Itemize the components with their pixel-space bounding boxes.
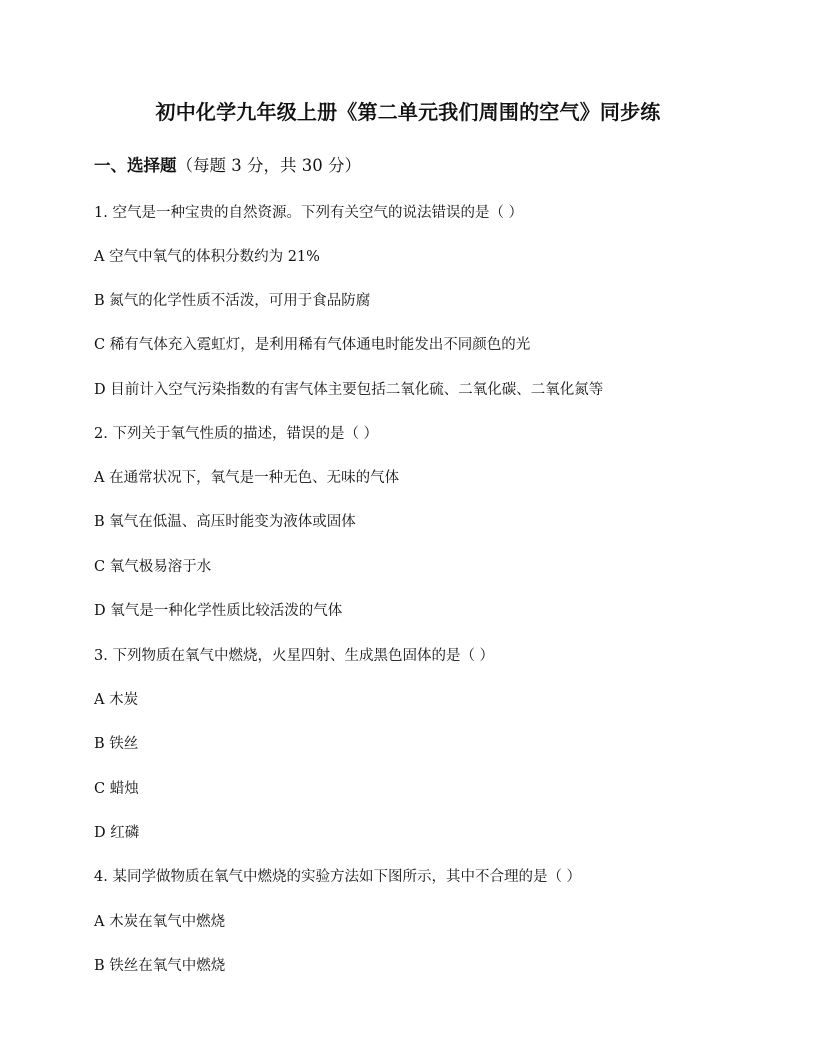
option-2d: D 氧气是一种化学性质比较活泼的气体	[94, 603, 343, 619]
option-2b: B 氧气在低温、高压时能变为液体或固体	[94, 514, 356, 530]
option-1c: C 稀有气体充入霓虹灯，是利用稀有气体通电时能发出不同颜色的光	[94, 337, 531, 353]
option-2c: C 氧气极易溶于水	[94, 559, 212, 575]
question-4: 4. 某同学做物质在氧气中燃烧的实验方法如下图所示，其中不合理的是（ ）	[94, 869, 582, 885]
option-1a: A 空气中氧气的体积分数约为 21%	[94, 249, 320, 265]
option-4a: A 木炭在氧气中燃烧	[94, 914, 226, 930]
option-3b: B 铁丝	[94, 736, 139, 752]
section-heading-label: 一、选择题	[94, 156, 177, 175]
section-heading	[94, 152, 361, 176]
option-1b: B 氮气的化学性质不活泼，可用于食品防腐	[94, 293, 371, 309]
option-3c: C 蜡烛	[94, 781, 139, 797]
question-2: 2. 下列关于氧气性质的描述，错误的是（ ）	[94, 426, 379, 442]
option-3a: A 木炭	[94, 692, 139, 708]
option-4b: B 铁丝在氧气中燃烧	[94, 958, 226, 974]
question-1: 1. 空气是一种宝贵的自然资源。下列有关空气的说法错误的是（ ）	[94, 205, 524, 221]
section-heading-note: （每题 3 分，共 30 分）	[176, 156, 361, 175]
option-3d: D 红磷	[94, 825, 140, 841]
document-title: 初中化学九年级上册《第二单元我们周围的空气》同步练	[155, 100, 661, 124]
question-3: 3. 下列物质在氧气中燃烧，火星四射、生成黑色固体的是（ ）	[94, 648, 495, 664]
option-1d: D 目前计入空气污染指数的有害气体主要包括二氧化硫、二氧化碳、二氧化氮等	[94, 382, 604, 398]
option-2a: A 在通常状况下，氧气是一种无色、无味的气体	[94, 470, 400, 486]
